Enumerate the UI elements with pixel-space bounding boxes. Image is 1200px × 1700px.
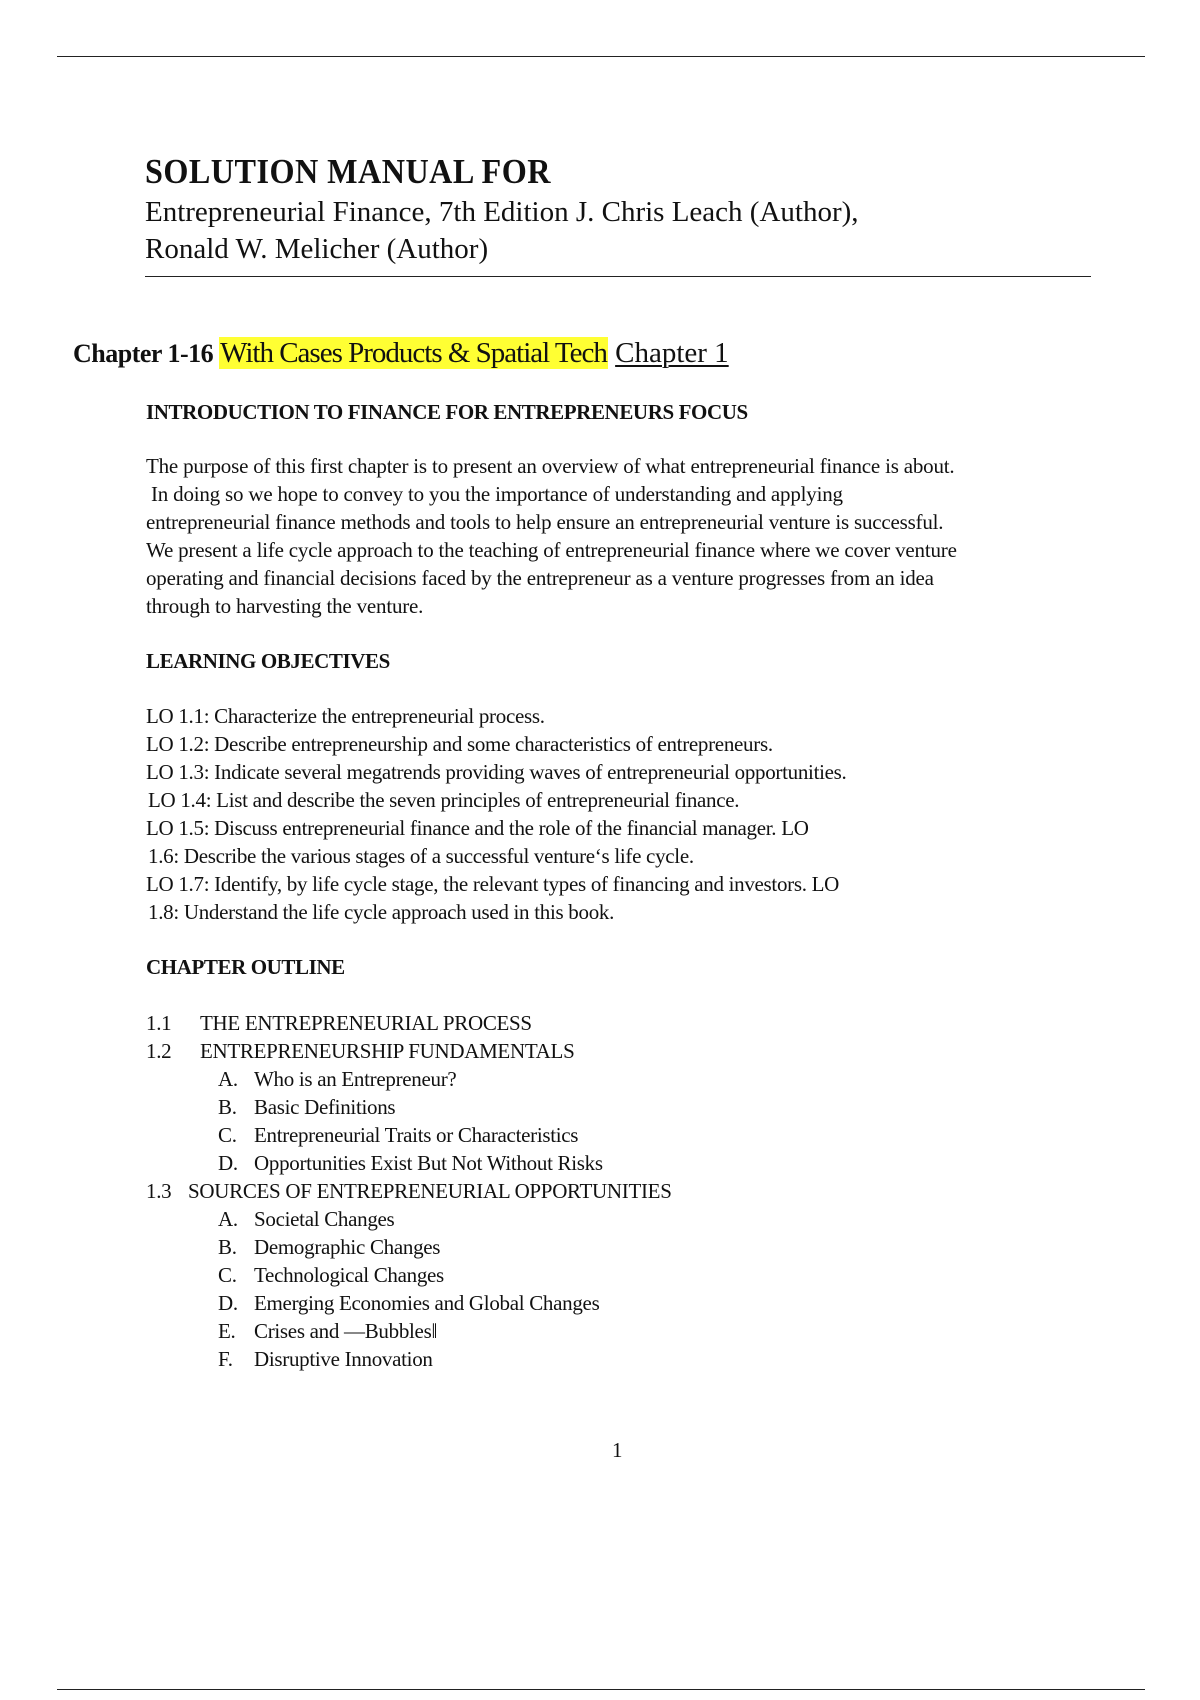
outline-item-text: Entrepreneurial Traits or Characteristics: [254, 1123, 579, 1147]
paragraph-line: The purpose of this first chapter is to present an overview of what entrepreneurial finance is about.: [146, 454, 955, 478]
chapter-range: Chapter 1-16: [73, 339, 220, 368]
outline-item-letter: F.: [218, 1347, 233, 1371]
outline-section-title: SOURCES OF ENTREPRENEURIAL OPPORTUNITIES: [188, 1179, 672, 1203]
outline-item-letter: B.: [218, 1095, 237, 1119]
outline-item: [146, 1345, 1086, 1373]
outline-section-number: 1.1: [146, 1011, 172, 1035]
paragraph-line: In doing so we hope to convey to you the importance of understanding and applying: [151, 482, 843, 506]
outline-item: [146, 1121, 1086, 1149]
top-rule: [57, 56, 1145, 57]
outline-item-text: Basic Definitions: [254, 1095, 396, 1119]
title-underline: [145, 276, 1091, 277]
outline-item-text: Opportunities Exist But Not Without Risks: [254, 1151, 603, 1175]
page-number: 1: [612, 1438, 623, 1462]
learning-objectives-heading: LEARNING OBJECTIVES: [146, 649, 390, 673]
focus-paragraph: [146, 452, 1086, 620]
outline-item-letter: E.: [218, 1319, 236, 1343]
outline-item-text: Who is an Entrepreneur?: [254, 1067, 457, 1091]
learning-objective: LO 1.3: Indicate several megatrends providing waves of entrepreneurial opportunities.: [146, 760, 847, 784]
paragraph-line: We present a life cycle approach to the teaching of entrepreneurial finance where we cover venture: [146, 538, 957, 562]
main-content: [146, 398, 1086, 1373]
paragraph-line: entrepreneurial finance methods and tools to help ensure an entrepreneurial venture is successful.: [146, 510, 944, 534]
subtitle-line: Ronald W. Melicher (Author): [145, 233, 489, 265]
outline-item-letter: B.: [218, 1235, 237, 1259]
outline-item-text: Crises and ―Bubbles‖: [254, 1319, 438, 1343]
outline-item: [146, 1261, 1086, 1289]
learning-objectives-list: [146, 702, 1086, 926]
outline-section-number: 1.2: [146, 1039, 172, 1063]
outline-item-letter: C.: [218, 1123, 237, 1147]
chapter-outline-list: [146, 1009, 1086, 1373]
chapter-outline-heading: CHAPTER OUTLINE: [146, 955, 345, 979]
learning-objective: LO 1.1: Characterize the entrepreneurial process.: [146, 704, 545, 728]
outline-item: [146, 1317, 1086, 1345]
outline-section: [146, 1009, 1086, 1037]
subtitle-line: Entrepreneurial Finance, 7th Edition J. Chris Leach (Author),: [145, 196, 859, 228]
document-subtitle: [145, 194, 1091, 268]
outline-item-letter: A.: [218, 1067, 238, 1091]
learning-objective: 1.8: Understand the life cycle approach used in this book.: [148, 900, 615, 924]
title-block: [145, 152, 1091, 268]
outline-section-title: THE ENTREPRENEURIAL PROCESS: [200, 1011, 532, 1035]
learning-objective: LO 1.5: Discuss entrepreneurial finance and the role of the financial manager. LO: [146, 816, 809, 840]
outline-item: [146, 1093, 1086, 1121]
outline-item-text: Emerging Economies and Global Changes: [254, 1291, 600, 1315]
outline-section: [146, 1177, 1086, 1205]
chapter-label: Chapter 1: [615, 337, 729, 369]
outline-item-text: Disruptive Innovation: [254, 1347, 433, 1371]
outline-section: [146, 1037, 1086, 1065]
outline-item-letter: D.: [218, 1291, 238, 1315]
paragraph-line: operating and financial decisions faced by the entrepreneur as a venture progresses from an idea: [146, 566, 934, 590]
outline-section-title: ENTREPRENEURSHIP FUNDAMENTALS: [200, 1039, 575, 1063]
outline-item-letter: A.: [218, 1207, 238, 1231]
outline-item-text: Demographic Changes: [254, 1235, 441, 1259]
outline-item-letter: C.: [218, 1263, 237, 1287]
outline-item-text: Societal Changes: [254, 1207, 395, 1231]
focus-heading: INTRODUCTION TO FINANCE FOR ENTREPRENEURS FOCUS: [146, 400, 748, 424]
outline-item: [146, 1289, 1086, 1317]
outline-item-text: Technological Changes: [254, 1263, 444, 1287]
outline-item: [146, 1233, 1086, 1261]
outline-item: [146, 1205, 1086, 1233]
outline-section-number: 1.3: [146, 1179, 172, 1203]
highlighted-text: With Cases Products & Spatial Tech: [220, 337, 607, 369]
outline-item: [146, 1149, 1086, 1177]
outline-item: [146, 1065, 1086, 1093]
learning-objective: 1.6: Describe the various stages of a successful venture‘s life cycle.: [148, 844, 694, 868]
bottom-rule: [57, 1689, 1145, 1690]
paragraph-line: through to harvesting the venture.: [146, 594, 424, 618]
learning-objective: LO 1.7: Identify, by life cycle stage, the relevant types of financing and investors. LO: [146, 872, 840, 896]
outline-item-letter: D.: [218, 1151, 238, 1175]
document-title: SOLUTION MANUAL FOR: [145, 152, 551, 191]
learning-objective: LO 1.2: Describe entrepreneurship and some characteristics of entrepreneurs.: [146, 732, 773, 756]
learning-objective: LO 1.4: List and describe the seven principles of entrepreneurial finance.: [148, 788, 740, 812]
chapter-line: [73, 335, 729, 372]
